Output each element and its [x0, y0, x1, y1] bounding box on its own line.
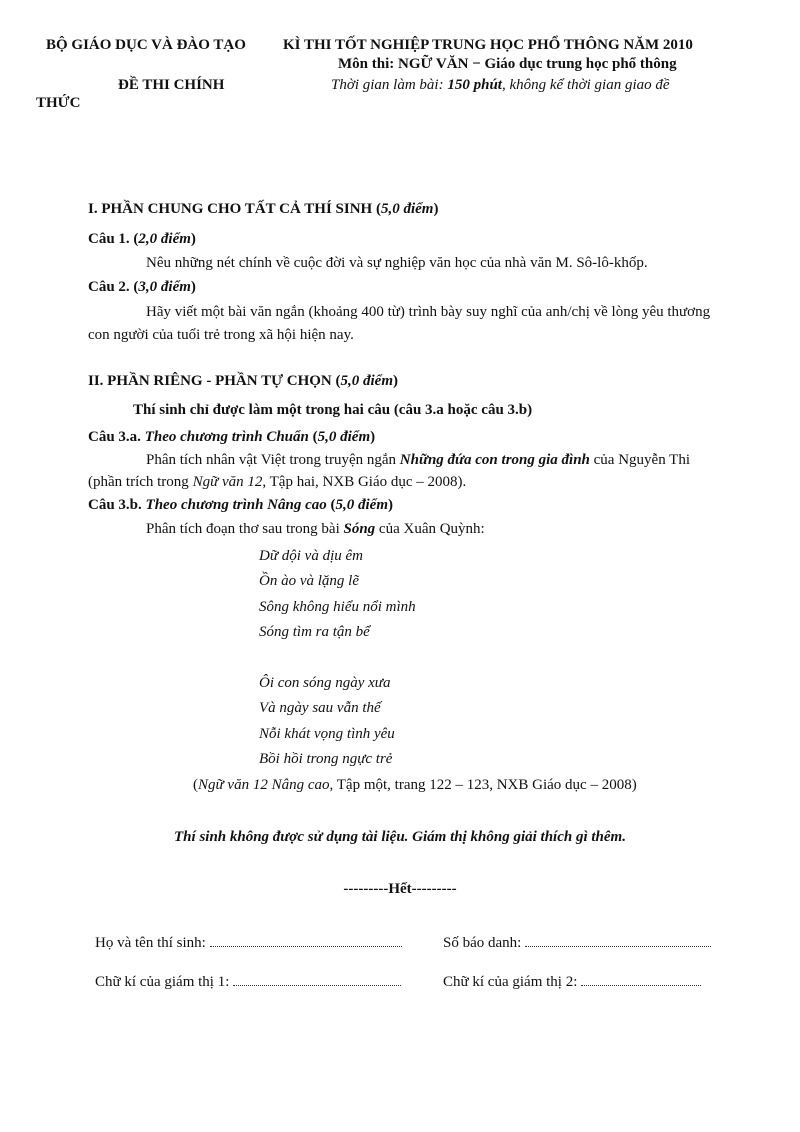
ministry-name: BỘ GIÁO DỤC VÀ ĐÀO TẠO — [46, 37, 246, 53]
part2-heading: II. PHẦN RIÊNG - PHẦN TỰ CHỌN (5,0 điểm) — [88, 373, 399, 389]
poem-line: Nỗi khát vọng tình yêu — [259, 726, 395, 742]
q1-label: Câu 1. (2,0 điểm) — [88, 231, 196, 247]
q3a-text: Phân tích nhân vật Việt trong truyện ngắn Những đứa con trong gia đình của Nguyễn Thi — [146, 452, 691, 468]
exam-time: Thời gian làm bài: 150 phút, không kể thời gian giao đề — [331, 77, 670, 93]
poem-line: Ôi con sóng ngày xưa — [259, 675, 391, 691]
q2-text-line1: Hãy viết một bài văn ngắn (khoảng 400 từ) trình bày suy nghĩ của anh/chị về lòng yêu thương — [146, 304, 711, 320]
q3b-text: Phân tích đoạn thơ sau trong bài Sóng của Xuân Quỳnh: — [146, 521, 485, 537]
exam-notice: Thí sinh không được sử dụng tài liệu. Giám thị không giải thích gì thêm. — [174, 829, 626, 845]
part2-instruction: Thí sinh chỉ được làm một trong hai câu (câu 3.a hoặc câu 3.b) — [133, 402, 533, 418]
official-label: ĐỀ THI CHÍNH — [118, 77, 225, 93]
q3b-label: Câu 3.b. Theo chương trình Nâng cao (5,0 điểm) — [88, 497, 394, 513]
proctor1-signature-field: Chữ kí của giám thị 1: — [95, 973, 401, 991]
exam-subject: Môn thi: NGỮ VĂN − Giáo dục trung học phổ thông — [338, 56, 677, 72]
q1-text: Nêu những nét chính về cuộc đời và sự nghiệp văn học của nhà văn M. Sô-lô-khốp. — [146, 255, 648, 271]
poem-line: Sóng tìm ra tận bể — [259, 624, 370, 640]
q3a-source: (phần trích trong Ngữ văn 12, Tập hai, NXB Giáo dục – 2008). — [88, 474, 467, 490]
q3a-label: Câu 3.a. Theo chương trình Chuẩn (5,0 điểm) — [88, 429, 376, 445]
q2-text-line2: con người của tuổi trẻ trong xã hội hiện nay. — [88, 327, 354, 343]
candidate-number-field: Số báo danh: — [443, 934, 711, 952]
exam-title: KÌ THI TỐT NGHIỆP TRUNG HỌC PHỔ THÔNG NĂM 2010 — [283, 37, 693, 53]
poem-line: Dữ dội và dịu êm — [259, 548, 363, 564]
poem-line: Ồn ào và lặng lẽ — [259, 573, 359, 589]
part1-heading: I. PHẦN CHUNG CHO TẤT CẢ THÍ SINH (5,0 điểm) — [88, 201, 439, 217]
poem-line: Bồi hồi trong ngực trẻ — [259, 751, 393, 767]
poem-line: Sông không hiểu nổi mình — [259, 599, 416, 615]
candidate-name-field: Họ và tên thí sinh: — [95, 934, 402, 952]
q2-label: Câu 2. (3,0 điểm) — [88, 279, 196, 295]
official-label-cont: THỨC — [36, 95, 81, 111]
end-mark: ---------Hết--------- — [343, 881, 457, 897]
proctor2-signature-field: Chữ kí của giám thị 2: — [443, 973, 701, 991]
poem-line: Và ngày sau vẫn thế — [259, 700, 381, 716]
poem-citation: (Ngữ văn 12 Nâng cao, Tập một, trang 122 – 123, NXB Giáo dục – 2008) — [193, 777, 637, 793]
